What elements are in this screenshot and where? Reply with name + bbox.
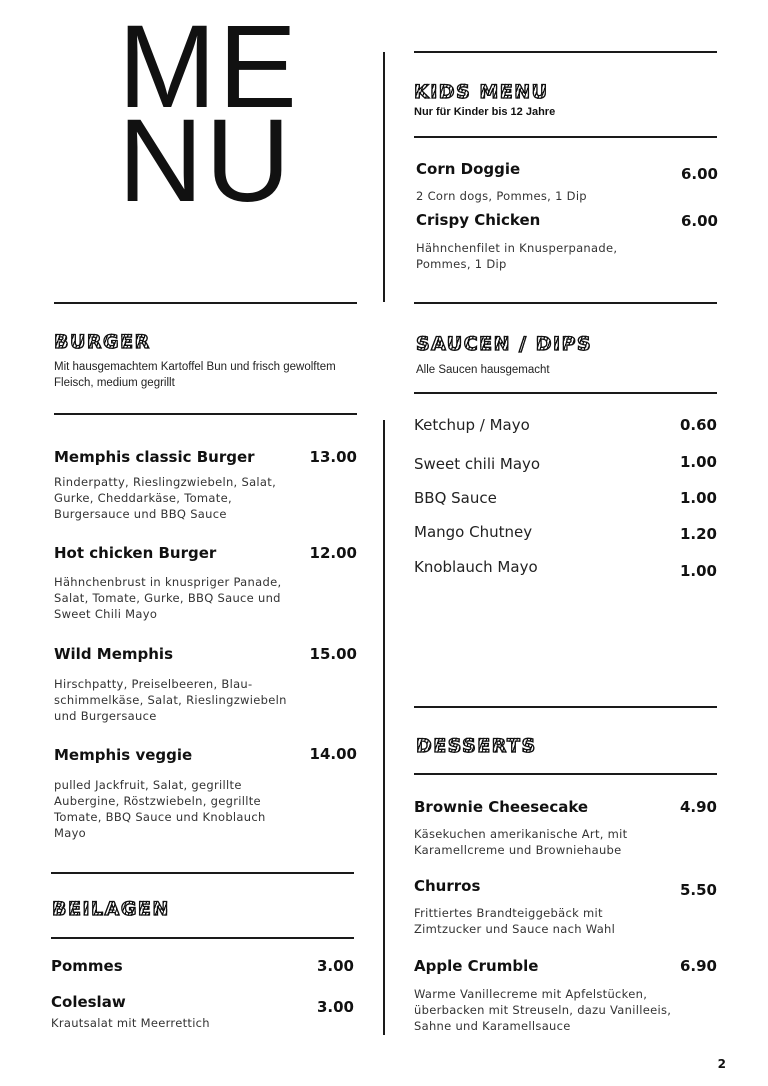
- menu-item-description: Hirschpatty, Preiselbeeren, Blau-schimmelkäse, Salat, Rieslingzwiebeln und Burgersauce: [54, 677, 287, 723]
- section-title-burger: BURGER: [54, 331, 151, 353]
- section-title-beilagen: BEILAGEN: [52, 898, 170, 920]
- divider: [414, 392, 717, 394]
- menu-title-line-2: NU: [118, 95, 293, 227]
- section-subtitle-burger: Mit hausgemachtem Kartoffel Bun und frisch gewolftem Fleisch, medium gegrillt: [54, 361, 336, 389]
- section-subtitle-kids-menu: Nur für Kinder bis 12 Jahre: [414, 106, 556, 118]
- menu-item-description: Rinderpatty, Rieslingzwiebeln, Salat, Gurke, Cheddarkäse, Tomate, Burgersauce und BBQ Sauce: [54, 475, 277, 521]
- menu-item-price: 15.00: [309, 645, 357, 663]
- sauce-name: BBQ Sauce: [414, 489, 497, 507]
- divider: [414, 51, 717, 53]
- divider: [51, 937, 354, 939]
- divider: [54, 413, 357, 415]
- menu-item-description: 2 Corn dogs, Pommes, 1 Dip: [416, 189, 587, 203]
- menu-item-price: 6.00: [680, 165, 718, 183]
- menu-item-price: 3.00: [316, 957, 354, 975]
- menu-item-name: Pommes: [51, 957, 123, 975]
- menu-item-name: Hot chicken Burger: [54, 544, 217, 562]
- menu-item-price: 13.00: [309, 448, 357, 466]
- menu-title: [118, 1, 318, 227]
- menu-item-price: 12.00: [309, 544, 357, 562]
- menu-item-price: 5.50: [679, 881, 717, 899]
- menu-item-name: Churros: [414, 877, 481, 895]
- sauce-price: 1.20: [679, 525, 717, 543]
- menu-item-name: Memphis classic Burger: [54, 448, 255, 466]
- sauce-name: Mango Chutney: [414, 523, 533, 541]
- menu-item-price: 14.00: [309, 745, 357, 763]
- section-title-kids-menu: KIDS MENU: [414, 81, 549, 103]
- menu-item-description: Hähnchenfilet in Knusperpanade, Pommes, 1 Dip: [416, 241, 618, 271]
- menu-item-description: Warme Vanillecreme mit Apfelstücken, überbacken mit Streuseln, dazu Vanilleeis, Sahne und Karamellsauce: [414, 987, 672, 1033]
- divider: [54, 302, 357, 304]
- menu-item-description: pulled Jackfruit, Salat, gegrillte Aubergine, Röstzwiebeln, gegrillte Tomate, BBQ Sauce und Knoblauch Mayo: [54, 778, 266, 840]
- menu-item-description: Käsekuchen amerikanische Art, mit Karamellcreme und Browniehaube: [414, 827, 628, 857]
- divider: [414, 773, 717, 775]
- menu-item-name: Corn Doggie: [416, 160, 521, 178]
- menu-item-name: Apple Crumble: [414, 957, 539, 975]
- menu-item-name: Memphis veggie: [54, 746, 193, 764]
- menu-title-line-1: ME: [118, 1, 299, 133]
- menu-item-name: Wild Memphis: [54, 645, 174, 663]
- menu-item-name: Brownie Cheesecake: [414, 798, 589, 816]
- section-title-saucen: SAUCEN / DIPS: [416, 333, 593, 355]
- menu-item-description: Hähnchenbrust in knuspriger Panade, Salat, Tomate, Gurke, BBQ Sauce und Sweet Chili Mayo: [54, 575, 282, 621]
- menu-item-name: Coleslaw: [51, 993, 126, 1011]
- page-number: 2: [717, 1057, 726, 1071]
- column-divider-bottom: [383, 420, 385, 1035]
- section-title-desserts: DESSERTS: [416, 735, 537, 757]
- menu-item-description: Frittiertes Brandteiggebäck mit Zimtzucker und Sauce nach Wahl: [414, 906, 616, 936]
- column-divider-top: [383, 52, 385, 302]
- menu-item-price: 6.00: [680, 212, 718, 230]
- sauce-name: Sweet chili Mayo: [414, 455, 541, 473]
- section-subtitle-saucen: Alle Saucen hausgemacht: [416, 364, 550, 376]
- sauce-price: 0.60: [679, 416, 717, 434]
- sauce-name: Ketchup / Mayo: [414, 416, 530, 434]
- menu-item-price: 6.90: [679, 957, 717, 975]
- divider: [51, 872, 354, 874]
- sauce-name: Knoblauch Mayo: [414, 558, 538, 576]
- divider: [414, 302, 717, 304]
- sauce-price: 1.00: [679, 453, 717, 471]
- menu-item-description: Krautsalat mit Meerrettich: [51, 1016, 210, 1030]
- menu-item-price: 4.90: [679, 798, 717, 816]
- divider: [414, 136, 717, 138]
- sauce-price: 1.00: [679, 562, 717, 580]
- sauce-price: 1.00: [679, 489, 717, 507]
- menu-item-price: 3.00: [316, 998, 354, 1016]
- divider: [414, 706, 717, 708]
- menu-item-name: Crispy Chicken: [416, 211, 541, 229]
